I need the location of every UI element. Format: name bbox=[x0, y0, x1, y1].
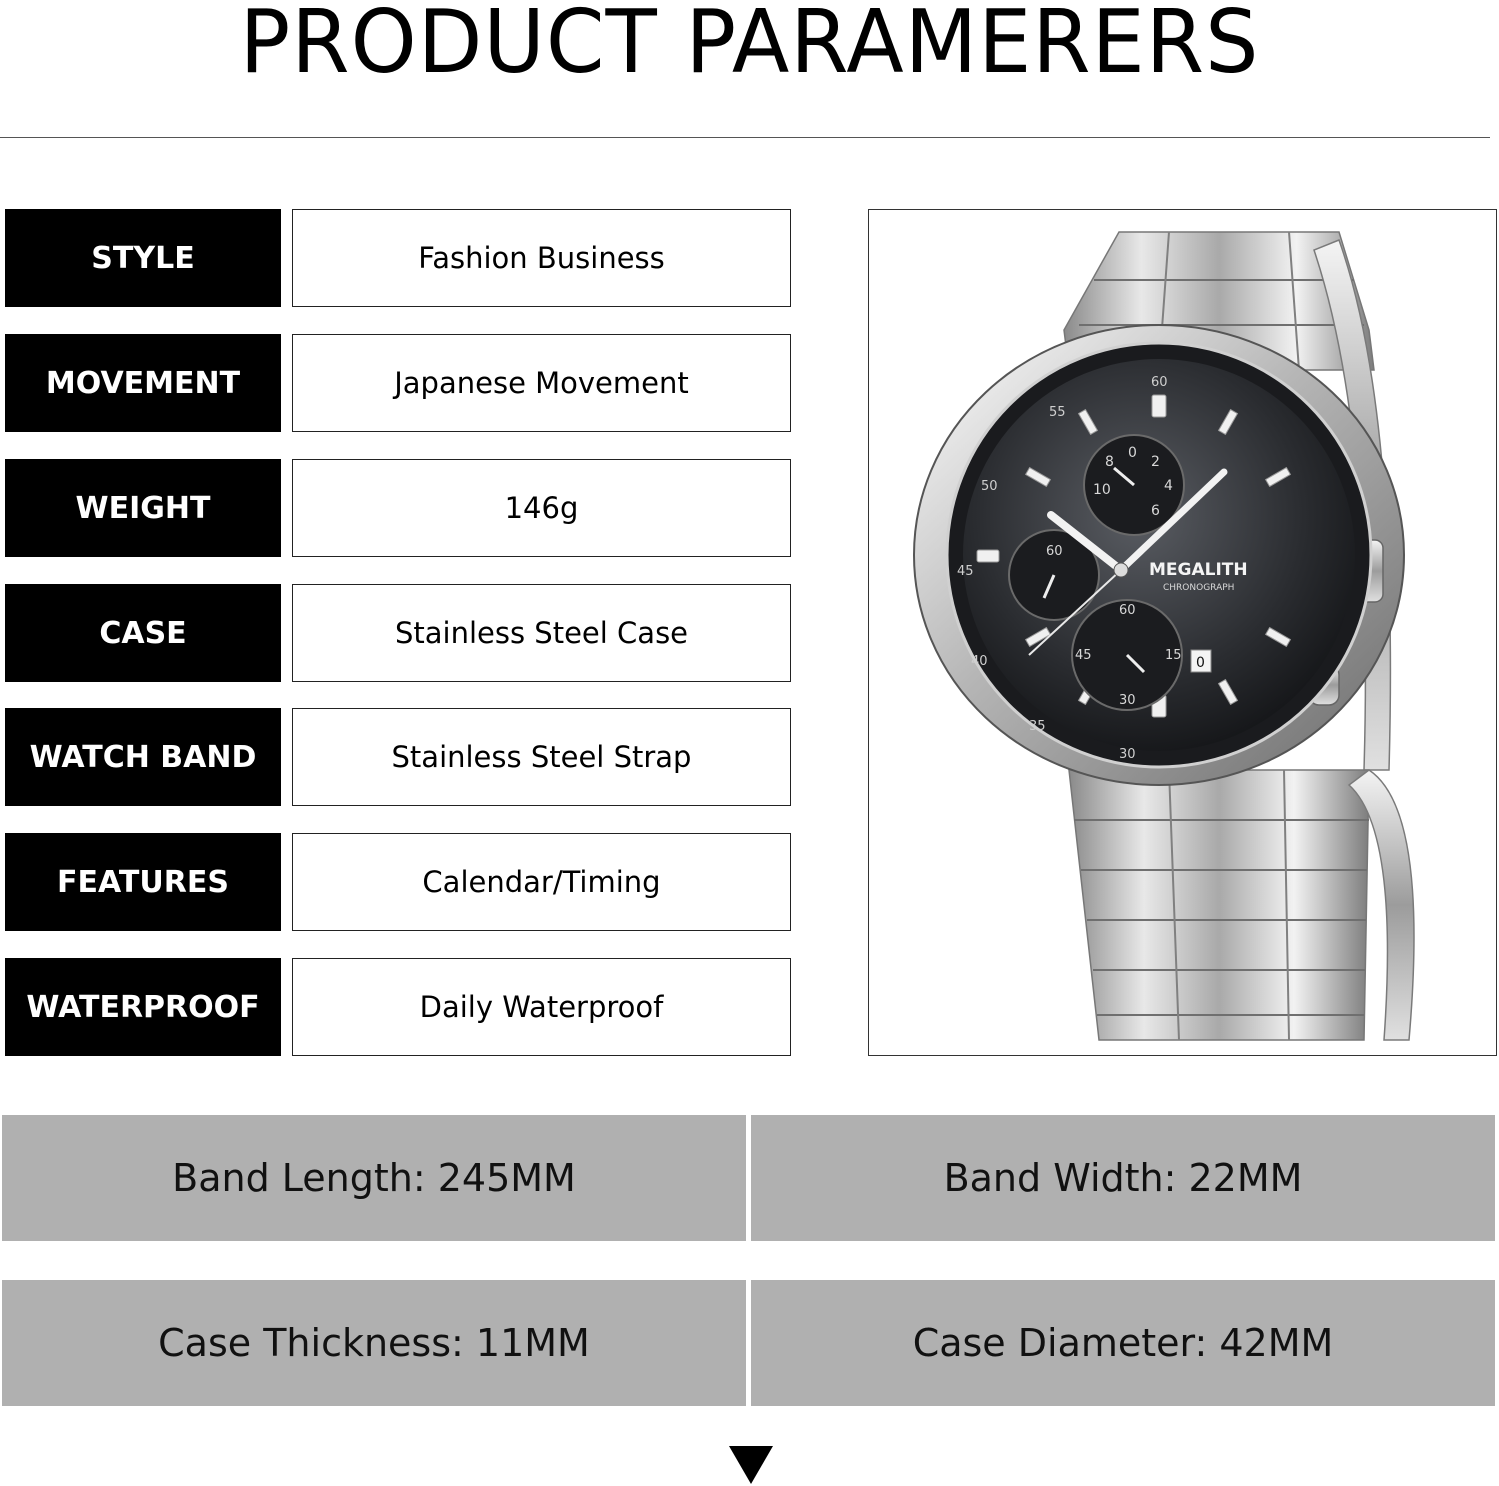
brand-logo: MEGALITH bbox=[1149, 560, 1248, 580]
subdial-number: 4 bbox=[1164, 478, 1173, 494]
spec-label: MOVEMENT bbox=[5, 334, 281, 432]
spec-label: WEIGHT bbox=[5, 459, 281, 557]
bezel-number: 40 bbox=[971, 654, 988, 669]
spec-value: Daily Waterproof bbox=[292, 958, 791, 1056]
bezel-number: 60 bbox=[1151, 375, 1168, 390]
watch-illustration bbox=[869, 210, 1496, 1055]
spec-value: Calendar/Timing bbox=[292, 833, 791, 931]
bezel-number: 45 bbox=[957, 564, 974, 579]
spec-row-weight bbox=[5, 459, 791, 557]
subdial-bottom bbox=[1072, 600, 1182, 710]
title-divider bbox=[0, 137, 1490, 138]
spec-row-watch-band bbox=[5, 708, 791, 806]
dimension-band-length: Band Length: 245MM bbox=[2, 1115, 746, 1241]
spec-row-style bbox=[5, 209, 791, 307]
subdial-number: 6 bbox=[1151, 503, 1160, 519]
subdial-number: 30 bbox=[1119, 693, 1136, 708]
spec-label: STYLE bbox=[5, 209, 281, 307]
spec-label: CASE bbox=[5, 584, 281, 682]
dimension-band-width: Band Width: 22MM bbox=[751, 1115, 1495, 1241]
brand-subtitle: CHRONOGRAPH bbox=[1163, 583, 1235, 593]
subdial-number: 45 bbox=[1075, 648, 1092, 663]
bezel-number: 55 bbox=[1049, 405, 1066, 420]
subdial-number: 2 bbox=[1151, 454, 1160, 470]
dimension-case-diameter: Case Diameter: 42MM bbox=[751, 1280, 1495, 1406]
watch-photo bbox=[868, 209, 1497, 1056]
spec-row-features bbox=[5, 833, 791, 931]
spec-row-case bbox=[5, 584, 791, 682]
spec-value: Stainless Steel Case bbox=[292, 584, 791, 682]
date-value: 0 bbox=[1196, 655, 1205, 671]
bezel-number: 30 bbox=[1119, 747, 1136, 762]
spec-label: WATCH BAND bbox=[5, 708, 281, 806]
subdial-number: 15 bbox=[1165, 648, 1182, 663]
subdial-number: 60 bbox=[1046, 544, 1063, 559]
bracelet-bottom bbox=[1069, 770, 1414, 1040]
bezel-number: 35 bbox=[1029, 719, 1046, 734]
spec-label: FEATURES bbox=[5, 833, 281, 931]
spec-value: Stainless Steel Strap bbox=[292, 708, 791, 806]
spec-value: 146g bbox=[292, 459, 791, 557]
subdial-number: 10 bbox=[1093, 482, 1111, 498]
bezel-number: 50 bbox=[981, 479, 998, 494]
spec-label: WATERPROOF bbox=[5, 958, 281, 1056]
subdial-number: 60 bbox=[1119, 603, 1136, 618]
dimension-case-thickness: Case Thickness: 11MM bbox=[2, 1280, 746, 1406]
spec-row-waterproof bbox=[5, 958, 791, 1056]
triangle-down-icon bbox=[729, 1446, 773, 1484]
spec-value: Japanese Movement bbox=[292, 334, 791, 432]
subdial-number: 8 bbox=[1105, 454, 1114, 470]
spec-row-movement bbox=[5, 334, 791, 432]
subdial-number: 0 bbox=[1128, 445, 1137, 461]
page-title: PRODUCT PARAMERERS bbox=[239, 0, 1260, 93]
spec-value: Fashion Business bbox=[292, 209, 791, 307]
